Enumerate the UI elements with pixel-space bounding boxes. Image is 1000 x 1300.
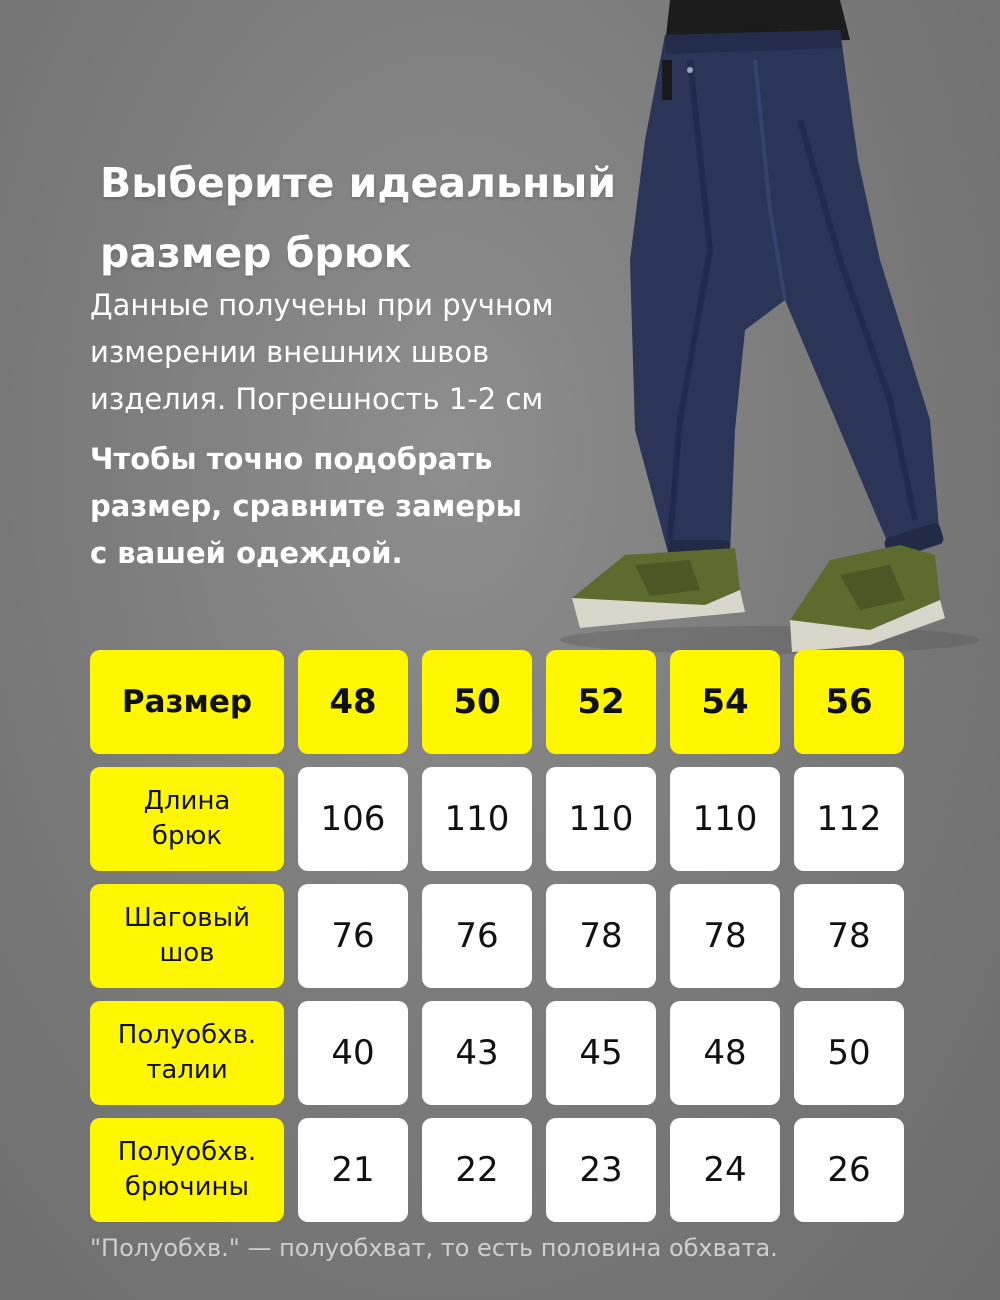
table-cell: 21 — [298, 1118, 408, 1222]
table-cell: 110 — [546, 767, 656, 871]
measurement-note-line-3: изделия. Погрешность 1-2 см — [90, 382, 544, 416]
measurement-note — [90, 282, 650, 423]
size-header-label: Размер — [90, 650, 284, 754]
table-cell: 112 — [794, 767, 904, 871]
table-cell: 24 — [670, 1118, 780, 1222]
table-cell: 78 — [794, 884, 904, 988]
row-label-length: Длина брюк — [90, 767, 284, 871]
fit-advice-line-1: Чтобы точно подобрать — [90, 442, 493, 476]
size-header-cell: 56 — [794, 650, 904, 754]
fit-advice-line-3: с вашей одеждой. — [90, 536, 403, 570]
footnote: "Полуобхв." — полуобхват, то есть половина обхвата. — [90, 1234, 778, 1262]
table-cell: 110 — [422, 767, 532, 871]
fit-advice-line-2: размер, сравните замеры — [90, 489, 522, 523]
table-cell: 110 — [670, 767, 780, 871]
table-cell: 78 — [546, 884, 656, 988]
table-cell: 50 — [794, 1001, 904, 1105]
table-cell: 76 — [298, 884, 408, 988]
table-cell: 106 — [298, 767, 408, 871]
size-header-cell: 52 — [546, 650, 656, 754]
title-line-2: размер брюк — [100, 229, 412, 277]
size-header-cell: 50 — [422, 650, 532, 754]
size-header-cell: 48 — [298, 650, 408, 754]
page-title — [100, 148, 660, 288]
table-cell: 78 — [670, 884, 780, 988]
table-cell: 45 — [546, 1001, 656, 1105]
table-cell: 40 — [298, 1001, 408, 1105]
table-cell: 76 — [422, 884, 532, 988]
row-label-half-leg: Полуобхв. брючины — [90, 1118, 284, 1222]
table-cell: 43 — [422, 1001, 532, 1105]
table-cell: 22 — [422, 1118, 532, 1222]
title-line-1: Выберите идеальный — [100, 159, 617, 207]
row-label-half-waist: Полуобхв. талии — [90, 1001, 284, 1105]
table-cell: 48 — [670, 1001, 780, 1105]
table-cell: 23 — [546, 1118, 656, 1222]
measurement-note-line-2: измерении внешних швов — [90, 335, 490, 369]
row-label-inseam: Шаговый шов — [90, 884, 284, 988]
table-cell: 26 — [794, 1118, 904, 1222]
measurement-note-line-1: Данные получены при ручном — [90, 288, 554, 322]
fit-advice — [90, 436, 650, 577]
size-header-cell: 54 — [670, 650, 780, 754]
